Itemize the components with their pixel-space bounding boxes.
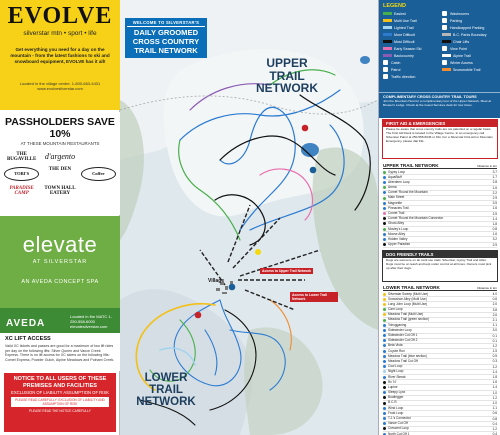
legend-item	[383, 18, 438, 23]
legend-item	[383, 25, 438, 30]
trail-name: Coyote Run	[388, 348, 405, 353]
lower-trails-list	[383, 292, 497, 435]
difficulty-dot-icon	[383, 339, 386, 342]
upper-trails-unit: Distance in km	[477, 164, 497, 168]
trail-name: Main Street	[388, 195, 405, 200]
trail-name-cell	[383, 349, 405, 353]
difficulty-dot-icon	[383, 365, 386, 368]
trail-name-cell	[383, 359, 418, 363]
right-info-column	[378, 0, 500, 435]
legend-label: Easiest	[394, 11, 406, 16]
legend-item	[383, 60, 438, 65]
restaurant-logo	[81, 152, 116, 162]
trail-name: Night Loop	[388, 369, 404, 374]
legend-symbol-icon	[383, 60, 388, 65]
trail-distance: 3.0	[492, 328, 497, 333]
trail-name-cell	[383, 170, 405, 174]
trail-distance: 1.6	[492, 232, 497, 237]
trail-name-cell	[383, 385, 398, 389]
legend-item	[383, 74, 438, 79]
difficulty-dot-icon	[383, 417, 386, 420]
trail-name: Pinnacles Trail	[388, 205, 409, 210]
difficulty-dot-icon	[383, 344, 386, 347]
trail-name-cell	[383, 237, 407, 241]
trail-name-cell	[383, 297, 427, 301]
difficulty-dot-icon	[383, 243, 386, 246]
legend-item	[442, 67, 497, 72]
trail-distance: 1.1	[492, 323, 497, 328]
difficulty-dot-icon	[383, 402, 386, 405]
trail-name-cell	[383, 344, 402, 348]
difficulty-dot-icon	[383, 303, 386, 306]
legend-label: View Point	[450, 46, 467, 51]
trail-row	[383, 243, 497, 248]
trail-name: B.C.R.	[388, 400, 398, 405]
upper-trails-heading	[383, 163, 497, 169]
legend-symbol-icon	[442, 40, 451, 43]
difficulty-dot-icon	[383, 334, 386, 337]
difficulty-dot-icon	[383, 391, 386, 394]
trail-name-cell	[383, 339, 417, 343]
legend-symbol-icon	[442, 54, 451, 57]
first-aid-box	[382, 119, 498, 159]
trail-distance: 0.8	[492, 416, 497, 421]
trail-name: Cam Loop	[388, 307, 403, 312]
elevate-spa-ad[interactable]	[0, 216, 120, 308]
dog-text: Dogs are welcome on all multi use trails: Silverstar, Gypsy Trail and Alder. Dogs must be on leash and kept under control at all times. Owners must pick up after their dogs.	[386, 258, 492, 270]
legend-label: Most Difficult	[394, 39, 415, 44]
legend-item	[442, 11, 497, 16]
trail-name: Crescent Loop	[388, 426, 409, 431]
legend-symbol-icon	[442, 25, 447, 30]
legend-symbol-icon	[383, 67, 388, 72]
legend-grid	[383, 11, 497, 79]
legend-item	[383, 32, 438, 37]
map-title-welcome: WELCOME TO SILVERSTAR'S	[127, 20, 205, 27]
trail-distance: 2.6	[492, 312, 497, 317]
trail-name-cell	[383, 391, 405, 395]
restaurant-logo: PARADISE CAMP	[9, 186, 34, 196]
trail-distance: 3.7	[492, 170, 497, 174]
trail-distance: 2.8	[492, 180, 497, 185]
elevate-logo: elevate	[22, 232, 98, 257]
trail-distance: 0.1	[492, 333, 497, 338]
aveda-info: Located in the MATC 1-250-558-6000 elevatesilverstar.com	[70, 314, 112, 329]
trail-name: Moose Alley	[388, 231, 406, 236]
trail-name: Magnetite	[388, 200, 402, 205]
legend-label: Winter Access	[450, 60, 473, 65]
trail-name-cell	[383, 212, 404, 216]
trail-distance: 2.1	[492, 317, 497, 322]
trail-name: Comet 'Round the Mountain	[388, 190, 428, 195]
evolve-location: Located in the village centre. 1-800-663-4431 www.evolvesilverstar.com	[19, 81, 101, 91]
difficulty-dot-icon	[383, 319, 386, 322]
trail-name-cell	[383, 308, 403, 312]
trail-name-cell	[383, 191, 428, 195]
difficulty-dot-icon	[383, 355, 386, 358]
legend-item	[383, 53, 438, 58]
complimentary-tours	[379, 92, 500, 118]
legend-label: Alpine Trail	[453, 53, 471, 58]
difficulty-dot-icon	[383, 412, 386, 415]
trail-distance: 1.0	[492, 390, 497, 395]
trail-name: Vance Cut Off	[388, 421, 408, 426]
first-aid-text: Please be aware that cross country trails are not patrolled on a regular basis. The First Aid Desk is located in the Village Centre. In an emergency call Silverstar Patrol at 250-558-6046 or 911. For a Silverstar First Aid or Mountain Emergency, please dial 911.	[386, 127, 493, 143]
difficulty-dot-icon	[383, 233, 386, 236]
trail-name-cell	[383, 232, 405, 236]
legend-label: Snowmobile Trail	[453, 67, 481, 72]
restaurant-logo: THE DEN	[48, 167, 72, 172]
legend-label: More Difficult	[394, 32, 415, 37]
left-ad-column	[0, 0, 120, 435]
trail-distance: 2.2	[492, 190, 497, 195]
trail-distance: 0.1	[492, 338, 497, 343]
trail-name: Comet 'Round the Mountain Connector	[388, 216, 444, 221]
notice-title: NOTICE TO ALL USERS OF THESE PREMISES AND FACILITIES	[13, 376, 107, 389]
trail-name: Bootlegger	[388, 395, 404, 400]
elevate-spa-line: AN AVEDA CONCEPT SPA	[21, 279, 99, 285]
map-title	[125, 18, 207, 58]
trail-name: River Streak	[388, 374, 406, 379]
trail-name-cell	[383, 313, 423, 317]
trail-distance: 1.2	[492, 426, 497, 431]
legend-symbol-icon	[383, 54, 392, 57]
legend-symbol-icon	[442, 68, 451, 71]
legend-label: Parking	[450, 18, 463, 23]
difficulty-dot-icon	[383, 308, 386, 311]
legend-label: Lighted Trail	[394, 25, 414, 30]
lower-trails-unit: Distance in km	[477, 286, 497, 290]
trail-distance: 2.9	[492, 195, 497, 200]
legend-label: Traffic direction	[391, 74, 416, 79]
trail-name: Hidden Valley	[388, 236, 408, 241]
lower-access-sign[interactable]: Access to Lower Trail Network	[290, 292, 338, 302]
trail-name-cell	[383, 354, 427, 358]
trail-distance: 0.5	[492, 354, 497, 359]
legend-item	[383, 11, 438, 16]
trail-name-cell	[383, 422, 408, 426]
map-title-main: DAILY GROOMED CROSS COUNTRY TRAIL NETWORK	[132, 28, 200, 55]
legend-symbol-icon	[442, 60, 447, 65]
difficulty-dot-icon	[383, 350, 386, 353]
passholders-ad	[0, 112, 120, 215]
trail-name-cell	[383, 396, 403, 400]
legend-label: Early Season Ski	[394, 46, 422, 51]
trail-distance: 1.7	[492, 175, 497, 180]
upper-trails-list	[383, 170, 497, 248]
notice-box: PLEASE READ CAREFULLY: EXCLUSION OF LIABILITY AND ASSUMPTION OF RISK	[11, 397, 109, 407]
trail-name-cell	[383, 206, 409, 210]
trail-map[interactable]	[120, 0, 378, 435]
legend-symbol-icon	[383, 74, 388, 79]
difficulty-dot-icon	[383, 191, 386, 194]
legend-label: Chair Lifts	[453, 39, 470, 44]
map-legend	[379, 0, 500, 92]
trail-name-cell	[383, 323, 406, 327]
trail-name: Beta Vista	[388, 343, 403, 348]
trail-name: Sidewinder Cut Off 1	[388, 333, 418, 337]
trail-name-cell	[383, 222, 404, 226]
trail-name-cell	[383, 292, 428, 296]
legend-label: Handicapped Parking	[450, 25, 485, 30]
trail-name: Meadow Trail (Multi Use)	[388, 312, 424, 317]
upper-access-sign[interactable]: Access to Upper Trail Network	[262, 269, 311, 273]
trail-name-cell	[383, 334, 417, 338]
passholders-subheading: AT THESE MOUNTAIN RESTAURANTS	[20, 141, 100, 146]
trail-name: Meadow Trail Cut Off	[388, 358, 418, 363]
elevate-sub: AT SILVERSTAR	[32, 259, 88, 265]
aveda-logo: AVEDA	[6, 318, 46, 329]
restaurant-logo: THE BUGAVILLE	[6, 152, 37, 162]
legend-item	[442, 60, 497, 65]
legend-item	[442, 53, 497, 58]
legend-item	[383, 67, 438, 72]
trail-name: Gypsy Loop	[388, 169, 406, 174]
difficulty-dot-icon	[383, 197, 386, 200]
first-aid-heading: FIRST AID & EMERGENCIES	[383, 120, 497, 127]
restaurant-logo: Coffee	[81, 167, 116, 181]
lower-trails-heading	[383, 285, 497, 291]
legend-label: Backcountry	[394, 53, 414, 58]
difficulty-dot-icon	[383, 329, 386, 332]
difficulty-dot-icon	[383, 217, 386, 220]
trail-name-cell	[383, 406, 403, 410]
legend-label: B.C. Parks Boundary	[453, 32, 487, 37]
legend-heading: LEGEND	[383, 3, 406, 9]
trail-distance: 1.4	[492, 216, 497, 221]
trail-name-cell	[383, 227, 408, 231]
legend-item	[383, 39, 438, 44]
trail-distance: 0.8	[492, 227, 497, 232]
trail-name: North Cut Off 1	[388, 431, 410, 435]
trail-distance: 1.6	[492, 380, 497, 385]
legend-symbol-icon	[383, 26, 392, 29]
trail-name-cell	[383, 417, 411, 421]
trail-name: Sidewinder Loop	[388, 327, 412, 332]
difficulty-dot-icon	[383, 324, 386, 327]
trail-name: Comet Trail	[388, 211, 405, 215]
tours-heading: COMPLIMENTARY CROSS COUNTRY TRAIL TOURS	[383, 95, 477, 99]
difficulty-dot-icon	[383, 370, 386, 373]
trail-distance: 0.4	[492, 432, 497, 435]
trail-distance: 3.5	[492, 201, 497, 206]
difficulty-dot-icon	[383, 386, 386, 389]
difficulty-dot-icon	[383, 212, 386, 215]
legend-symbol-icon	[442, 18, 447, 23]
trail-distance: 1.5	[492, 349, 497, 354]
passholders-heading: PASSHOLDERS SAVE 10%	[5, 116, 115, 140]
trail-name-cell	[383, 175, 402, 179]
legend-item	[442, 32, 497, 37]
trail-name: Ghost Alley	[388, 221, 405, 226]
trail-distance: 1.6	[492, 185, 497, 190]
dog-friendly-box	[382, 250, 498, 282]
trail-name-cell	[383, 196, 404, 200]
difficulty-dot-icon	[383, 186, 386, 189]
trail-name-cell	[383, 318, 429, 322]
difficulty-dot-icon	[383, 293, 386, 296]
trail-distance: 0.4	[492, 421, 497, 426]
difficulty-dot-icon	[383, 181, 386, 184]
evolve-blurb: Get everything you need for a day on the mountain - from the latest fashions to ski and snowboard equipment, EVOLVE has it all!	[10, 47, 110, 64]
trail-distance: 3.2	[492, 237, 497, 242]
legend-item	[442, 18, 497, 23]
difficulty-dot-icon	[383, 376, 386, 379]
trail-distance: 1.0	[492, 400, 497, 405]
trail-name: Aberdeen Loop	[388, 179, 410, 184]
tours-text: Join the Mountain Host for a complimentary tour of the Upper Network. Meet at Brewer's Lodge. Check at the Guest Services desk for tour times.	[383, 99, 491, 107]
legend-label: Cabin	[391, 60, 401, 65]
legend-item	[442, 39, 497, 44]
difficulty-dot-icon	[383, 238, 386, 241]
trail-name-cell	[383, 186, 397, 190]
evolve-logo: EVOLVE	[7, 3, 113, 29]
difficulty-dot-icon	[383, 422, 386, 425]
xc-lift-heading: XC LIFT ACCESS	[5, 336, 51, 342]
legend-label: Multi Use Trail	[394, 18, 417, 23]
trail-distance: 2.9	[492, 242, 497, 247]
trail-name-cell	[383, 201, 402, 205]
trail-name: T.J.'s Connector	[388, 416, 411, 420]
difficulty-dot-icon	[383, 407, 386, 410]
trail-distance: 1.1	[492, 406, 497, 411]
trail-distance: 1.6	[492, 206, 497, 211]
trail-distance: 2.5	[492, 211, 497, 216]
difficulty-dot-icon	[383, 427, 386, 430]
difficulty-dot-icon	[383, 298, 386, 301]
trail-name: Meadow Trail (blue section)	[388, 353, 427, 358]
trail-name-cell	[383, 328, 412, 332]
trail-name: AquaBluff	[388, 174, 402, 179]
trail-name: Mosley's Loop	[388, 226, 409, 231]
upper-network-label: UPPER TRAIL NETWORK	[256, 56, 318, 96]
evolve-tagline: silverstar mtn • sport • life	[23, 30, 97, 37]
restaurant-logo: TOWN HALL EATERY	[44, 186, 76, 196]
trail-name-cell	[383, 302, 427, 306]
trail-name-cell	[383, 243, 410, 247]
trail-name: Rx 'N'	[388, 379, 397, 384]
trail-name-cell	[383, 370, 403, 374]
notice-footer: PLEASE READ THE NOTICE CAREFULLY	[29, 409, 91, 414]
trail-name-cell	[383, 180, 410, 184]
difficulty-dot-icon	[383, 381, 386, 384]
difficulty-dot-icon	[383, 228, 386, 231]
trail-name: Frost Loop	[388, 410, 404, 415]
restaurant-logo: d'argento	[44, 152, 76, 161]
trail-distance: 3.8	[492, 307, 497, 312]
restaurant-logos	[4, 152, 116, 196]
trail-name: Meadow Trail (green section)	[388, 317, 430, 322]
difficulty-dot-icon	[383, 171, 386, 174]
aveda-ad[interactable]	[0, 308, 120, 333]
legend-symbol-icon	[442, 33, 451, 36]
legend-symbol-icon	[442, 46, 447, 51]
evolve-ad[interactable]	[0, 0, 120, 110]
difficulty-dot-icon	[383, 360, 386, 363]
trail-name: Cow Loop	[388, 364, 403, 369]
trail-name-cell	[383, 217, 443, 221]
legend-symbol-icon	[383, 33, 392, 36]
legend-label: Patrol	[391, 67, 401, 72]
trail-name: Arena	[388, 185, 397, 190]
village-label: Village	[208, 278, 225, 284]
difficulty-dot-icon	[383, 207, 386, 210]
trail-distance: 0.6	[492, 411, 497, 416]
trail-name-cell	[383, 401, 397, 405]
legend-symbol-icon	[442, 11, 447, 16]
difficulty-dot-icon	[383, 222, 386, 225]
legend-symbol-icon	[383, 47, 392, 50]
trail-name: Snowshoe Alley (Multi Use)	[388, 296, 427, 301]
lower-trails-title: LOWER TRAIL NETWORK	[383, 285, 440, 290]
trail-name: Sidewinder Cut Off 2	[388, 338, 418, 343]
trail-distance: 1.8	[492, 375, 497, 379]
trail-name: Sleepy Lynx	[388, 390, 406, 395]
trail-distance: 2.0	[492, 302, 497, 307]
lower-network-label: LOWER TRAIL NETWORK	[136, 372, 196, 409]
liability-notice	[4, 371, 116, 432]
trail-name-cell	[383, 411, 403, 415]
notice-sub: EXCLUSION OF LIABILITY ASSUMPTION OF RISK	[11, 390, 109, 396]
trail-name-cell	[383, 427, 409, 431]
legend-label: Washrooms	[450, 11, 470, 16]
trail-distance: 0.3	[492, 359, 497, 364]
trail-distance: 1.4	[492, 369, 497, 374]
difficulty-dot-icon	[383, 176, 386, 179]
trail-distance: 1.4	[492, 385, 497, 390]
legend-symbol-icon	[383, 19, 392, 22]
trail-name-cell	[383, 375, 406, 379]
difficulty-dot-icon	[383, 396, 386, 399]
trail-name-cell	[383, 365, 402, 369]
trail-name: Upper Paradise	[388, 242, 411, 247]
xc-lift-access	[0, 333, 120, 371]
trail-name: Wind Loop	[388, 405, 404, 410]
trail-name: Tobogganing	[388, 322, 407, 327]
trail-distance: 1.2	[492, 395, 497, 400]
trail-name-cell	[383, 380, 396, 384]
legend-item	[442, 46, 497, 51]
xc-lift-text: Valid XC tickets and passes are good for a maximum of two lift rides per day on the following lifts: Silver Queen and Vance Creek Express. There is no lift access for XC skiers on the following lifts: Comet Express, Powder Gulch, Alpine Meadows and Putnam Creek.	[5, 344, 115, 362]
trail-distance: 1.2	[492, 364, 497, 369]
trail-name: Silverstar Sweep (Multi Use)	[388, 291, 429, 296]
legend-symbol-icon	[383, 12, 392, 15]
trail-distance: 1.8	[492, 221, 497, 226]
legend-item	[442, 25, 497, 30]
difficulty-dot-icon	[383, 202, 386, 205]
difficulty-dot-icon	[383, 313, 386, 316]
trail-distance: 0.6	[492, 297, 497, 302]
dog-heading: DOG FRIENDLY TRAILS	[383, 251, 497, 258]
trail-name: Long John Loop (Multi Use)	[388, 301, 428, 306]
trail-distance: 1.2	[492, 343, 497, 348]
upper-trails-title: UPPER TRAIL NETWORK	[383, 163, 439, 168]
legend-symbol-icon	[383, 40, 392, 43]
trail-name: Lupine	[388, 384, 398, 389]
legend-item	[383, 46, 438, 51]
trail-distance: 4.0	[492, 292, 497, 296]
restaurant-logo: TOBI'S	[4, 167, 39, 181]
